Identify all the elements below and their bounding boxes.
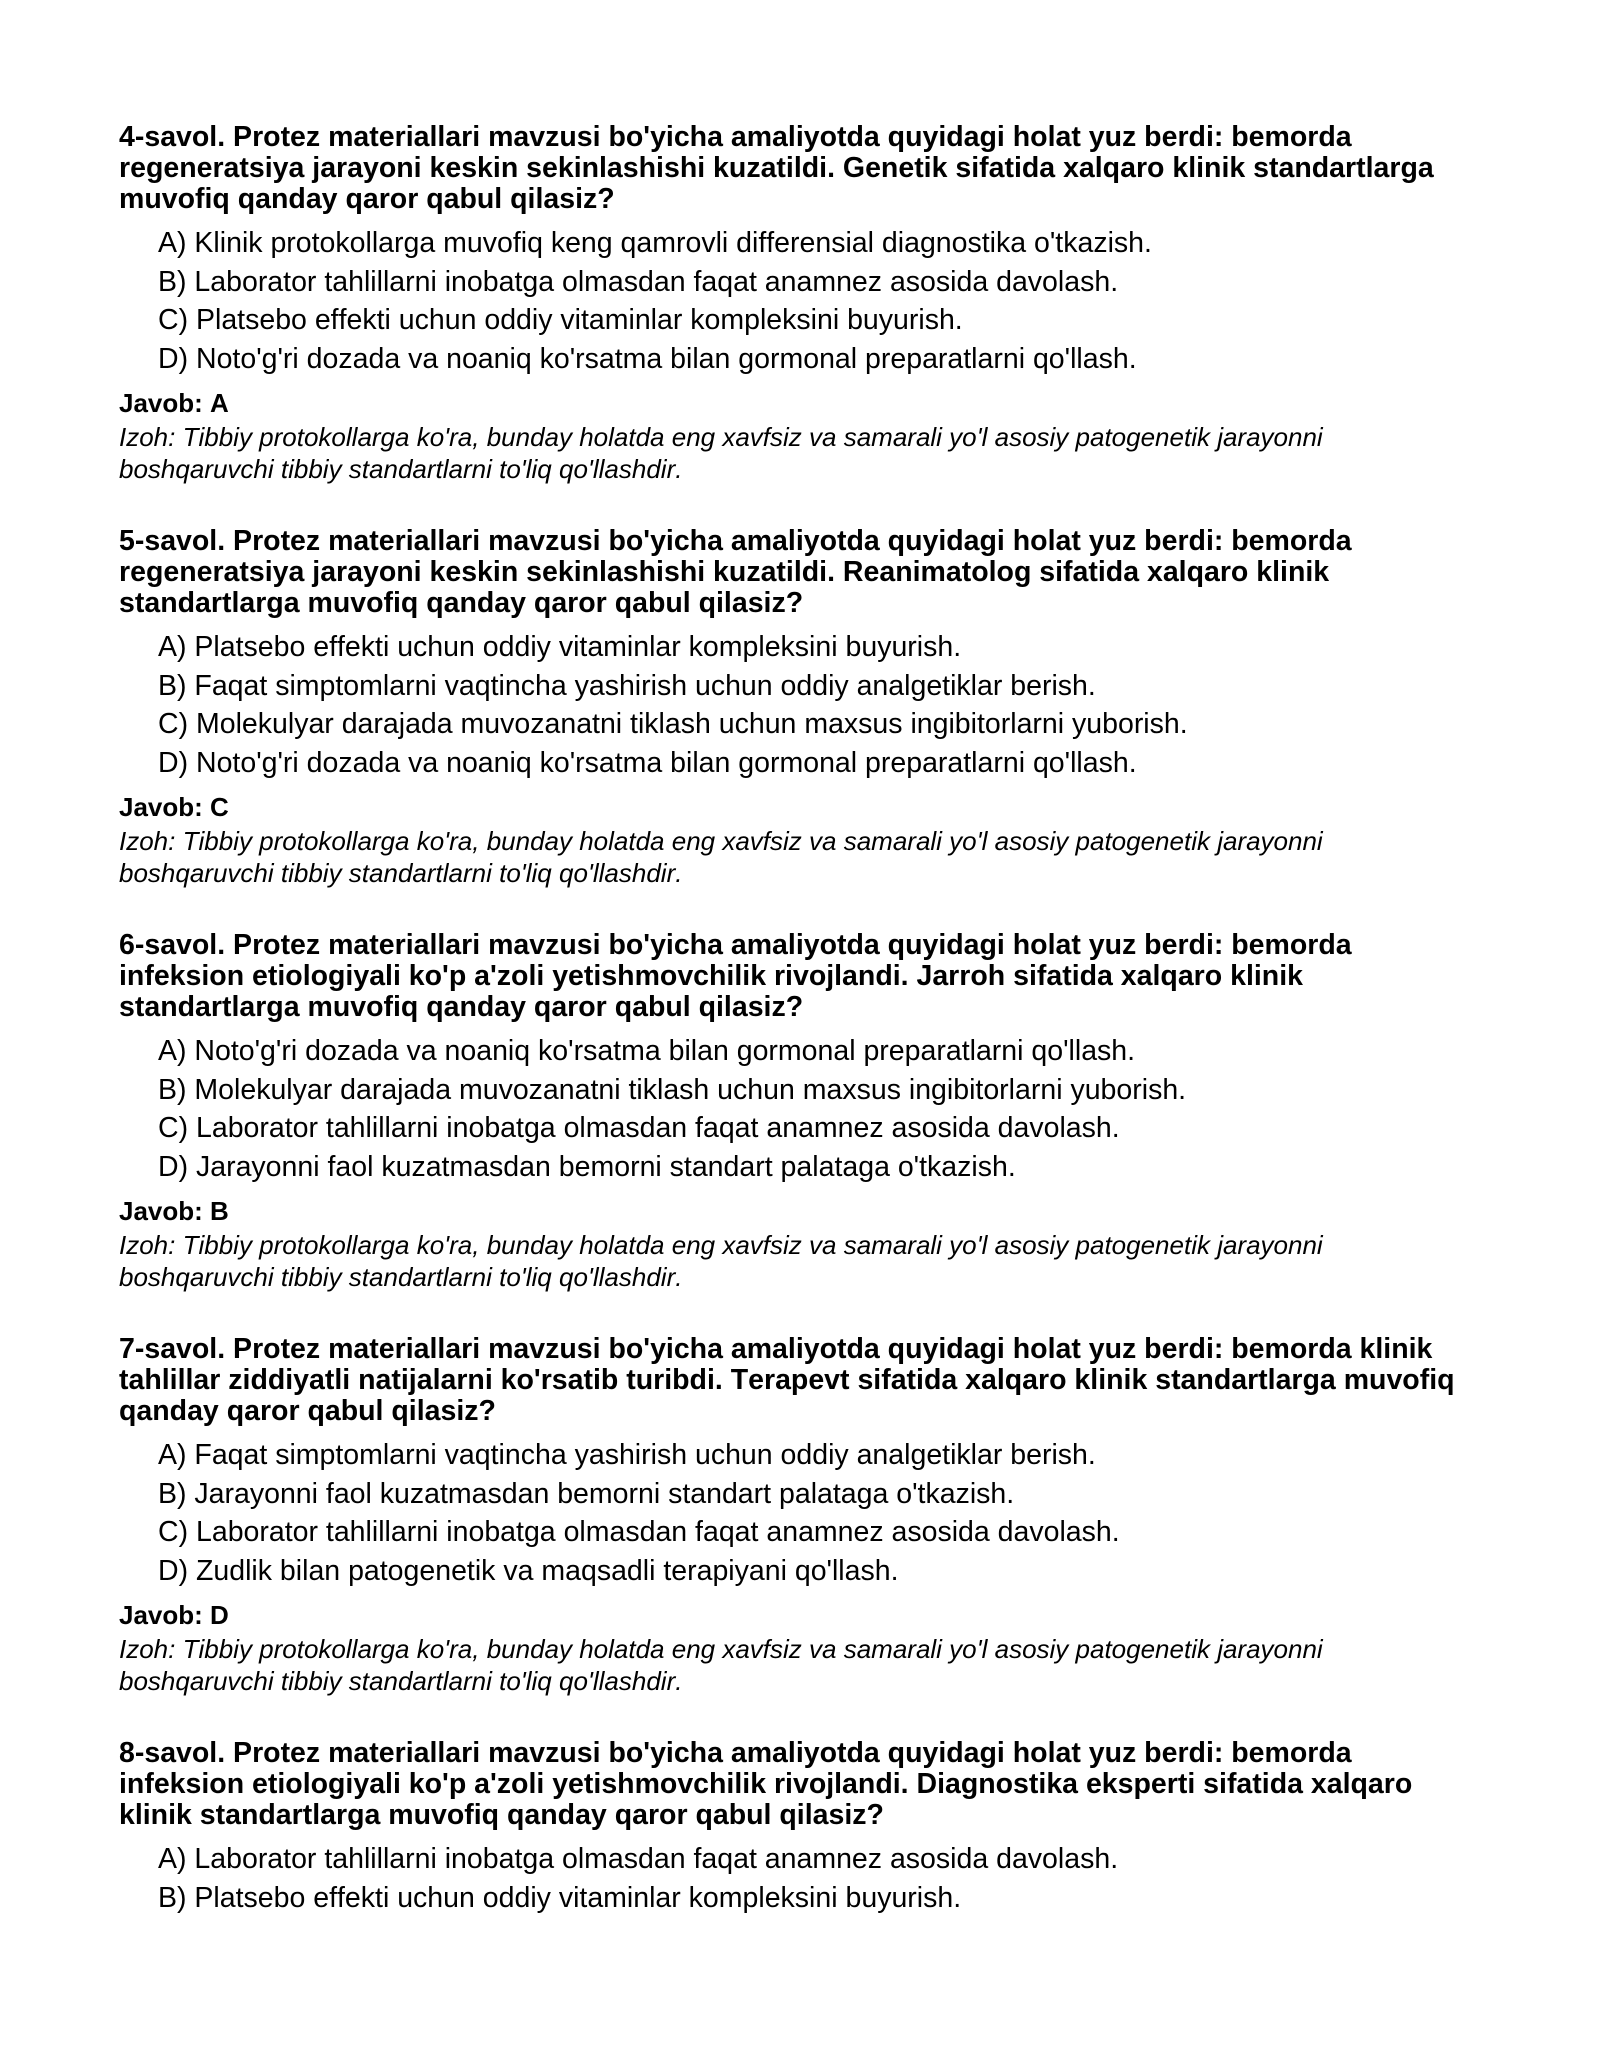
explanation-line: Izoh: Tibbiy protokollarga ko'ra, bunday holatda eng xavfsiz va samarali yo'l asosiy patogenetik jarayonni: [119, 826, 1323, 857]
question-text-line: 5-savol. Protez materiallari mavzusi bo'yicha amaliyotda quyidagi holat yuz berdi: bemorda: [119, 524, 1352, 557]
option-d: D) Zudlik bilan patogenetik va maqsadli terapiyani qo'llash.: [158, 1555, 899, 1588]
question-text-line: tahlillar ziddiyatli natijalarni ko'rsatib turibdi. Terapevt sifatida xalqaro klinik standartlarga muvofiq: [119, 1364, 1455, 1396]
question-text: [119, 526, 1600, 620]
answer-options: [158, 1436, 1600, 1591]
answer-key: Javob: C: [119, 791, 229, 822]
question-text-line: muvofiq qanday qaror qabul qilasiz?: [119, 183, 615, 216]
question-block-6: [119, 930, 1600, 1294]
question-text-line: infeksion etiologiyali ko'p a'zoli yetishmovchilik rivojlandi. Diagnostika eksperti sifatida xalqaro: [119, 1768, 1413, 1800]
answer-options: [158, 1840, 1600, 1918]
question-block-4: [119, 122, 1600, 486]
explanation-line: boshqaruvchi tibbiy standartlarni to'liq qo'llashdir.: [119, 1261, 683, 1292]
option-c: C) Molekulyar darajada muvozanatni tiklash uchun maxsus ingibitorlarni yuborish.: [158, 708, 1188, 741]
option-d: D) Noto'g'ri dozada va noaniq ko'rsatma bilan gormonal preparatlarni qo'llash.: [158, 343, 1137, 376]
explanation: [119, 826, 1600, 889]
question-text-line: 4-savol. Protez materiallari mavzusi bo'yicha amaliyotda quyidagi holat yuz berdi: bemorda: [119, 120, 1352, 153]
option-c: C) Platsebo effekti uchun oddiy vitaminlar kompleksini buyurish.: [158, 304, 963, 337]
option-b: B) Molekulyar darajada muvozanatni tiklash uchun maxsus ingibitorlarni yuborish.: [158, 1073, 1187, 1106]
option-d: D) Jarayonni faol kuzatmasdan bemorni standart palataga o'tkazish.: [158, 1151, 1016, 1184]
question-text-line: 7-savol. Protez materiallari mavzusi bo'yicha amaliyotda quyidagi holat yuz berdi: bemorda klinik: [119, 1332, 1433, 1365]
option-d: D) Noto'g'ri dozada va noaniq ko'rsatma bilan gormonal preparatlarni qo'llash.: [158, 747, 1137, 780]
question-text: [119, 1334, 1600, 1428]
explanation-line: Izoh: Tibbiy protokollarga ko'ra, bunday holatda eng xavfsiz va samarali yo'l asosiy patogenetik jarayonni: [119, 422, 1323, 453]
question-text-line: standartlarga muvofiq qanday qaror qabul qilasiz?: [119, 991, 804, 1024]
question-text-line: standartlarga muvofiq qanday qaror qabul qilasiz?: [119, 587, 804, 620]
explanation: [119, 1230, 1600, 1293]
explanation: [119, 422, 1600, 485]
question-text: [119, 122, 1600, 216]
explanation-line: Izoh: Tibbiy protokollarga ko'ra, bunday holatda eng xavfsiz va samarali yo'l asosiy patogenetik jarayonni: [119, 1634, 1323, 1665]
question-text: [119, 930, 1600, 1024]
answer-options: [158, 1032, 1600, 1187]
option-a: A) Platsebo effekti uchun oddiy vitaminlar kompleksini buyurish.: [158, 630, 962, 663]
question-text-line: regeneratsiya jarayoni keskin sekinlashishi kuzatildi. Genetik sifatida xalqaro klinik standartlarga: [119, 152, 1434, 184]
answer-key: Javob: D: [119, 1599, 229, 1630]
explanation-line: boshqaruvchi tibbiy standartlarni to'liq qo'llashdir.: [119, 857, 683, 888]
question-block-8: [119, 1738, 1600, 1918]
question-text-line: infeksion etiologiyali ko'p a'zoli yetishmovchilik rivojlandi. Jarroh sifatida xalqaro klinik: [119, 960, 1303, 992]
question-text-line: qanday qaror qabul qilasiz?: [119, 1395, 496, 1428]
option-c: C) Laborator tahlillarni inobatga olmasdan faqat anamnez asosida davolash.: [158, 1112, 1120, 1145]
question-text-line: klinik standartlarga muvofiq qanday qaror qabul qilasiz?: [119, 1799, 884, 1832]
question-block-7: [119, 1334, 1600, 1698]
question-text: [119, 1738, 1600, 1832]
option-a: A) Klinik protokollarga muvofiq keng qamrovli differensial diagnostika o'tkazish.: [158, 226, 1152, 259]
option-b: B) Platsebo effekti uchun oddiy vitaminlar kompleksini buyurish.: [158, 1881, 962, 1914]
question-text-line: 6-savol. Protez materiallari mavzusi bo'yicha amaliyotda quyidagi holat yuz berdi: bemorda: [119, 928, 1352, 961]
question-text-line: 8-savol. Protez materiallari mavzusi bo'yicha amaliyotda quyidagi holat yuz berdi: bemorda: [119, 1736, 1352, 1769]
explanation: [119, 1634, 1600, 1697]
option-c: C) Laborator tahlillarni inobatga olmasdan faqat anamnez asosida davolash.: [158, 1516, 1120, 1549]
explanation-line: boshqaruvchi tibbiy standartlarni to'liq qo'llashdir.: [119, 453, 683, 484]
question-text-line: regeneratsiya jarayoni keskin sekinlashishi kuzatildi. Reanimatolog sifatida xalqaro klinik: [119, 556, 1330, 588]
option-a: A) Laborator tahlillarni inobatga olmasdan faqat anamnez asosida davolash.: [158, 1842, 1119, 1875]
answer-key: Javob: B: [119, 1195, 229, 1226]
answer-key: Javob: A: [119, 387, 229, 418]
question-block-5: [119, 526, 1600, 890]
option-a: A) Faqat simptomlarni vaqtincha yashirish uchun oddiy analgetiklar berish.: [158, 1438, 1096, 1471]
answer-options: [158, 224, 1600, 379]
explanation-line: boshqaruvchi tibbiy standartlarni to'liq qo'llashdir.: [119, 1665, 683, 1696]
answer-options: [158, 628, 1600, 783]
option-a: A) Noto'g'ri dozada va noaniq ko'rsatma bilan gormonal preparatlarni qo'llash.: [158, 1034, 1136, 1067]
explanation-line: Izoh: Tibbiy protokollarga ko'ra, bunday holatda eng xavfsiz va samarali yo'l asosiy patogenetik jarayonni: [119, 1230, 1323, 1261]
option-b: B) Jarayonni faol kuzatmasdan bemorni standart palataga o'tkazish.: [158, 1477, 1015, 1510]
option-b: B) Faqat simptomlarni vaqtincha yashirish uchun oddiy analgetiklar berish.: [158, 669, 1096, 702]
option-b: B) Laborator tahlillarni inobatga olmasdan faqat anamnez asosida davolash.: [158, 265, 1119, 298]
